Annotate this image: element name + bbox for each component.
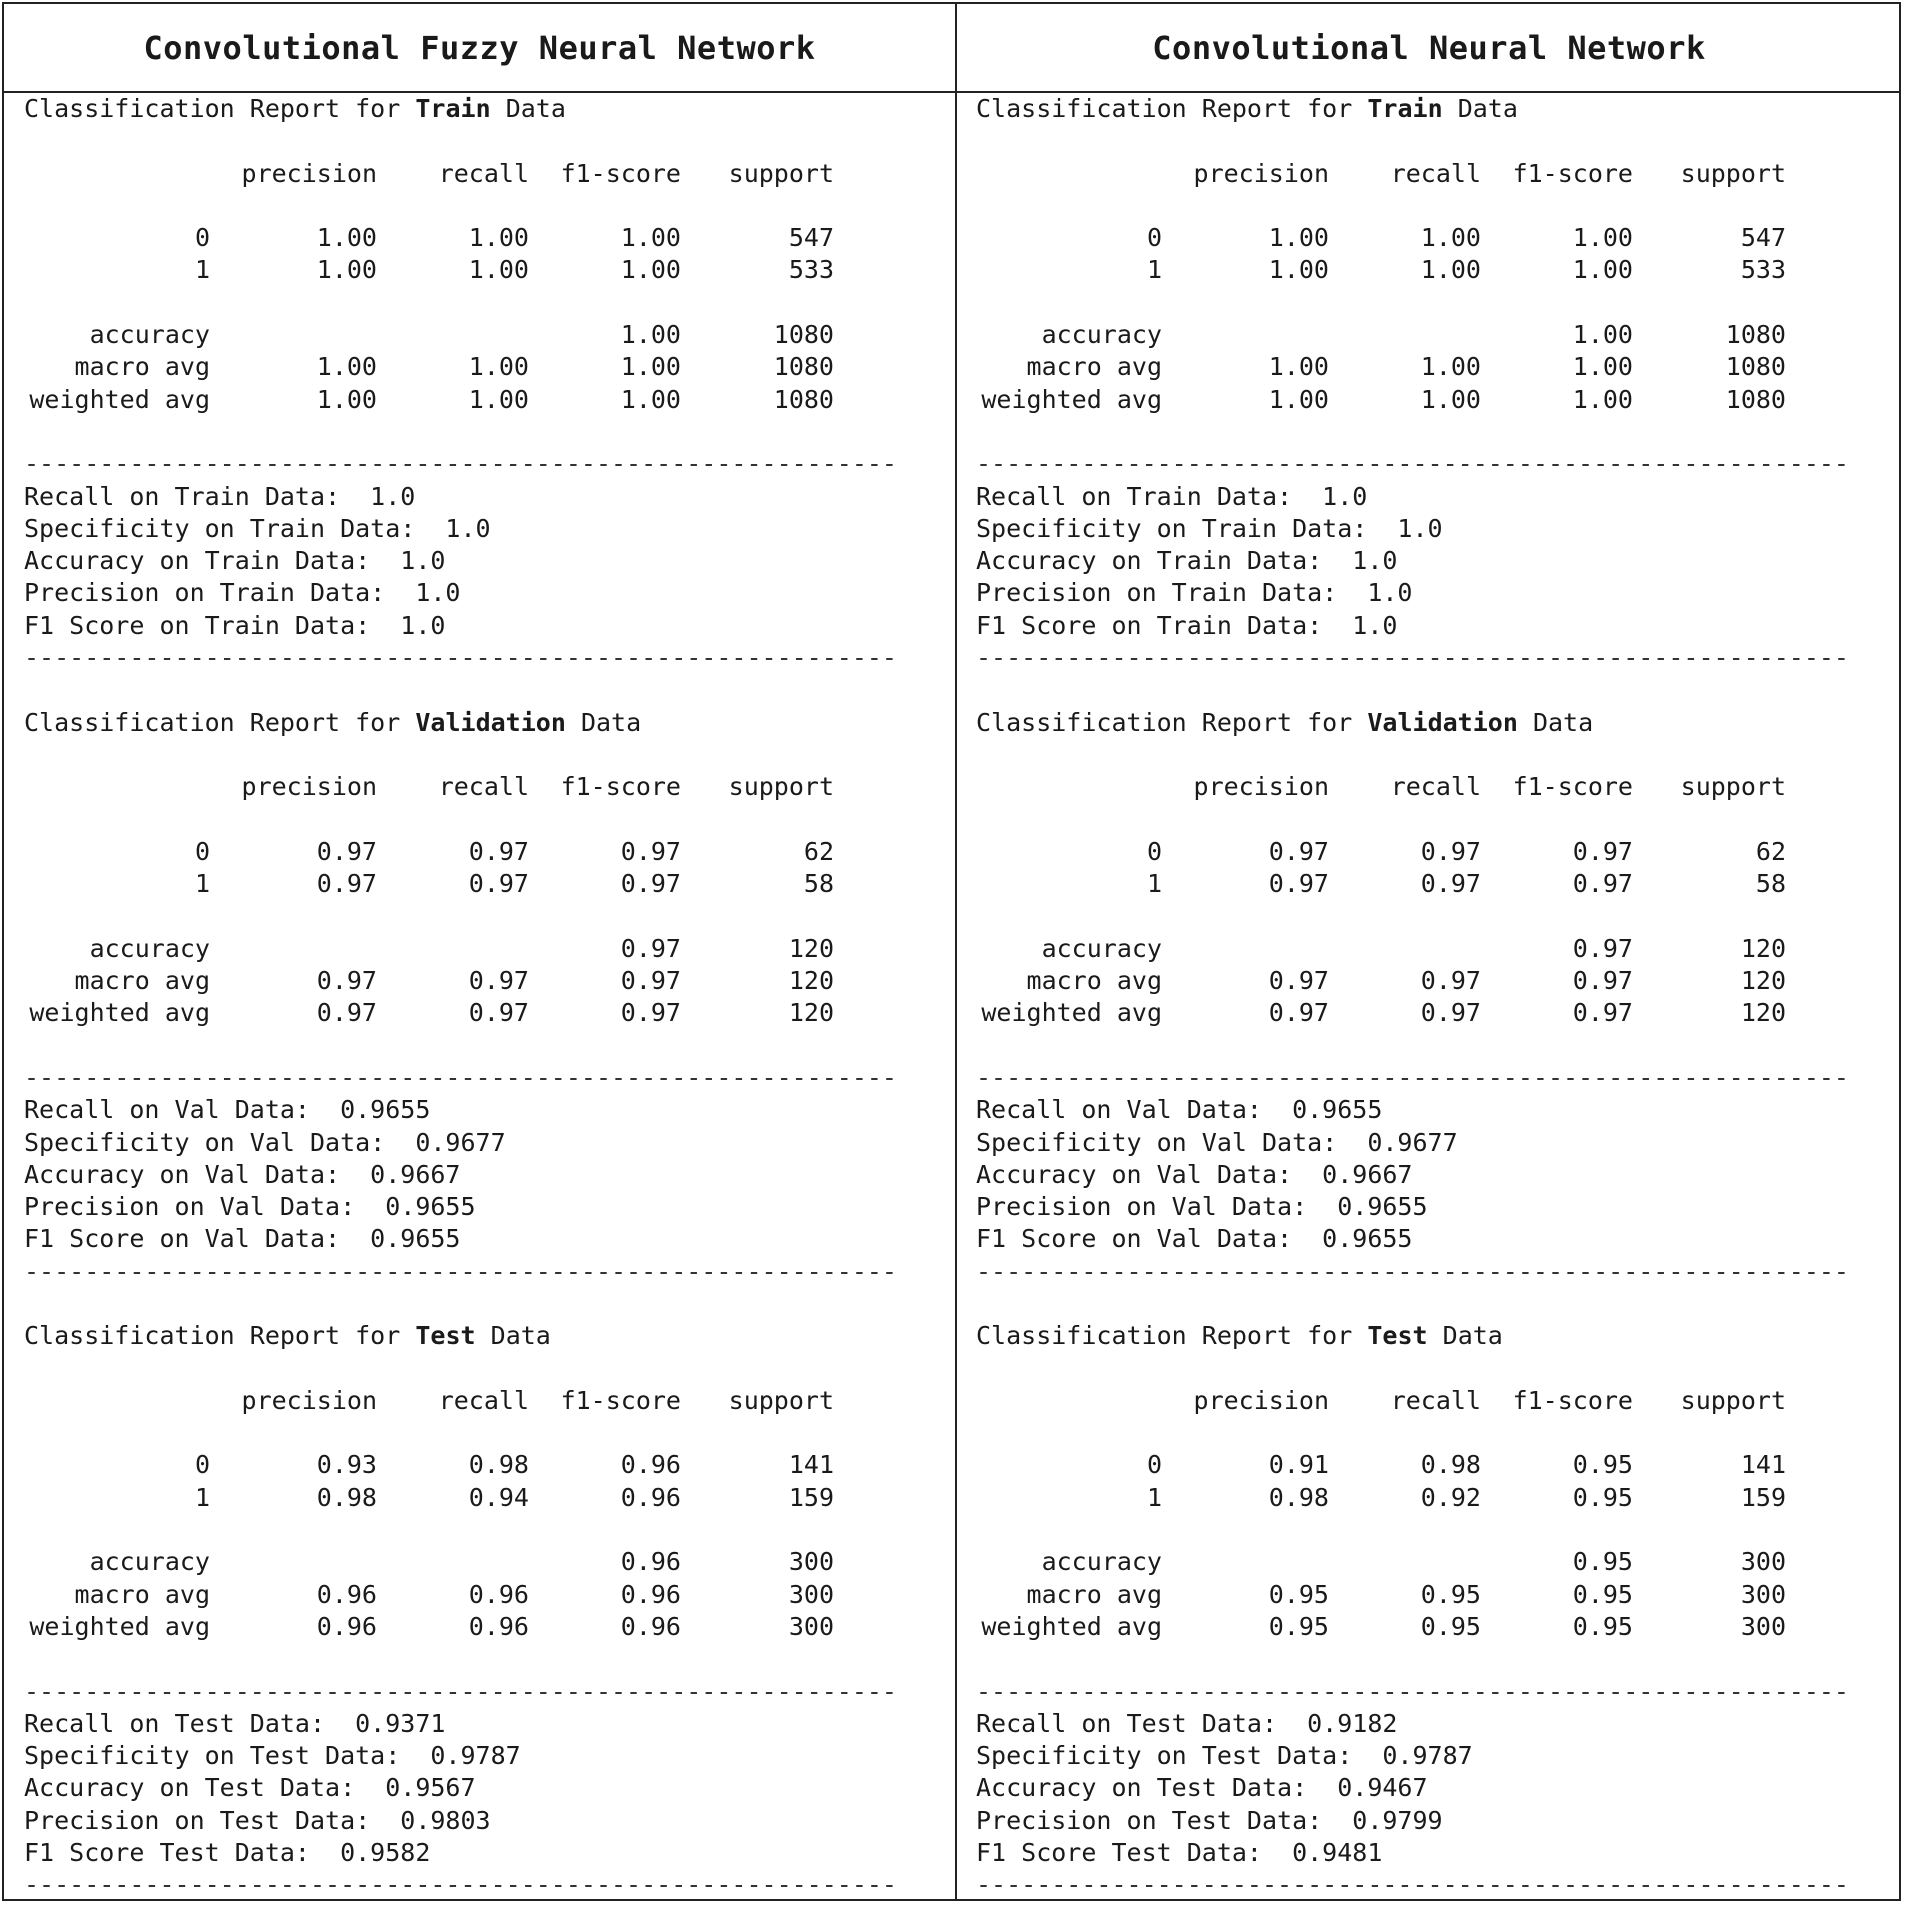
- support-cell: 300: [1740, 1579, 1786, 1609]
- f1-cell: 0.97: [620, 869, 681, 899]
- precision-cell: 1.00: [316, 255, 377, 285]
- f1-cell: 1.00: [620, 384, 681, 414]
- table-row: [24, 836, 964, 868]
- table-row: [976, 351, 1905, 383]
- precision-cell: 1.00: [1268, 352, 1329, 382]
- column-header-2: f1-score: [1512, 1385, 1633, 1415]
- blank-line: [24, 287, 964, 319]
- precision-cell: 1.00: [316, 384, 377, 414]
- report-title-prefix: Classification Report for: [24, 707, 401, 737]
- blank-line: [24, 1353, 964, 1385]
- metric-line: Recall on Test Data: 0.9182: [976, 1708, 1398, 1738]
- table-row: [976, 933, 1905, 965]
- dashed-separator: ----------------------------------------------------------: [24, 1870, 897, 1900]
- blank-line: [976, 287, 1905, 319]
- support-cell: 1080: [773, 384, 834, 414]
- report-dataset-name: Train: [415, 94, 491, 123]
- support-cell: 1080: [1725, 384, 1786, 414]
- f1-cell: 0.97: [1572, 998, 1633, 1028]
- f1-cell: 1.00: [620, 255, 681, 285]
- report-title-prefix: Classification Report for: [24, 94, 401, 123]
- blank-line: [24, 416, 964, 448]
- support-cell: 141: [788, 1450, 834, 1480]
- row-label: macro avg: [1026, 1579, 1162, 1609]
- column-header-3: support: [1680, 158, 1786, 188]
- metric-line: Specificity on Train Data: 1.0: [976, 513, 1443, 543]
- column-header-1: recall: [1390, 1385, 1481, 1415]
- f1-cell: 0.97: [620, 998, 681, 1028]
- table-row: [976, 384, 1905, 416]
- f1-cell: 0.96: [620, 1482, 681, 1512]
- metric-line: Accuracy on Val Data: 0.9667: [24, 1159, 461, 1189]
- metric-line: Recall on Train Data: 1.0: [24, 481, 416, 511]
- table-header-row: [976, 158, 1905, 190]
- metric-line: Precision on Test Data: 0.9803: [24, 1805, 491, 1835]
- dashed-separator: ----------------------------------------------------------: [24, 643, 897, 673]
- f1-cell: 1.00: [620, 320, 681, 350]
- f1-cell: 1.00: [1572, 320, 1633, 350]
- support-cell: 159: [788, 1482, 834, 1512]
- report-title-suffix: Data: [580, 707, 642, 737]
- recall-cell: 1.00: [1420, 352, 1481, 382]
- precision-cell: 0.96: [316, 1611, 377, 1641]
- table-row: [24, 933, 964, 965]
- f1-cell: 1.00: [1572, 384, 1633, 414]
- precision-cell: 0.97: [1268, 966, 1329, 996]
- recall-cell: 0.97: [1420, 869, 1481, 899]
- f1-cell: 1.00: [620, 223, 681, 253]
- cnn-report-panel: [976, 93, 1905, 1902]
- precision-cell: 0.98: [1268, 1482, 1329, 1512]
- metric-line: F1 Score Test Data: 0.9582: [24, 1838, 431, 1868]
- blank-line: [24, 190, 964, 222]
- support-cell: 120: [1740, 933, 1786, 963]
- blank-line: [976, 1643, 1905, 1675]
- f1-cell: 0.95: [1572, 1579, 1633, 1609]
- table-row: [976, 319, 1905, 351]
- column-header-1: recall: [438, 1385, 529, 1415]
- recall-cell: 1.00: [1420, 223, 1481, 253]
- report-title-test: [976, 1320, 1905, 1352]
- report-title-train: [976, 93, 1905, 125]
- table-row: [976, 965, 1905, 997]
- metric-line: Recall on Val Data: 0.9655: [976, 1095, 1383, 1125]
- column-header-0: precision: [241, 158, 377, 188]
- metric-line: F1 Score Test Data: 0.9481: [976, 1838, 1383, 1868]
- metric-line: Precision on Val Data: 0.9655: [24, 1192, 476, 1222]
- dashed-separator: ----------------------------------------------------------: [24, 449, 897, 479]
- recall-cell: 0.97: [1420, 966, 1481, 996]
- report-dataset-name: Test: [1367, 1321, 1428, 1351]
- precision-cell: 0.97: [1268, 836, 1329, 866]
- table-header-row: [24, 771, 964, 803]
- row-label: macro avg: [1026, 352, 1162, 382]
- table-row: [24, 254, 964, 286]
- table-row: [24, 351, 964, 383]
- row-label: 1: [1146, 869, 1162, 899]
- table-row: [976, 254, 1905, 286]
- precision-cell: 1.00: [316, 223, 377, 253]
- blank-line: [976, 1030, 1905, 1062]
- report-dataset-name: Validation: [415, 707, 566, 737]
- support-cell: 533: [1740, 255, 1786, 285]
- report-dataset-name: Train: [1367, 94, 1443, 123]
- recall-cell: 0.97: [468, 836, 529, 866]
- blank-line: [976, 1288, 1905, 1320]
- report-dataset-name: Test: [415, 1321, 476, 1351]
- metric-line: Recall on Val Data: 0.9655: [24, 1095, 431, 1125]
- table-row: [24, 1449, 964, 1481]
- recall-cell: 1.00: [1420, 384, 1481, 414]
- row-label: 0: [194, 1450, 210, 1480]
- row-label: 1: [1146, 1482, 1162, 1512]
- report-title-val: [24, 707, 964, 739]
- row-label: 1: [194, 1482, 210, 1512]
- metric-line: Recall on Train Data: 1.0: [976, 481, 1368, 511]
- blank-line: [976, 1417, 1905, 1449]
- metric-line: Specificity on Train Data: 1.0: [24, 513, 491, 543]
- table-header-row: [976, 771, 1905, 803]
- table-header-row: [24, 158, 964, 190]
- support-cell: 547: [1740, 223, 1786, 253]
- recall-cell: 0.98: [1420, 1450, 1481, 1480]
- column-header-0: precision: [241, 1385, 377, 1415]
- metric-line: Recall on Test Data: 0.9371: [24, 1708, 446, 1738]
- support-cell: 58: [1755, 869, 1786, 899]
- recall-cell: 0.96: [468, 1611, 529, 1641]
- f1-cell: 0.96: [620, 1579, 681, 1609]
- table-row: [24, 1611, 964, 1643]
- row-label: 1: [194, 869, 210, 899]
- dashed-separator: ----------------------------------------------------------: [24, 1256, 897, 1286]
- precision-cell: 0.95: [1268, 1611, 1329, 1641]
- blank-line: [976, 739, 1905, 771]
- row-label: weighted avg: [981, 1611, 1162, 1641]
- report-title-suffix: Data: [1457, 94, 1518, 123]
- report-title-test: [24, 1320, 964, 1352]
- f1-cell: 0.97: [1572, 966, 1633, 996]
- precision-cell: 0.97: [316, 836, 377, 866]
- metric-line: Precision on Val Data: 0.9655: [976, 1192, 1428, 1222]
- f1-cell: 0.95: [1572, 1547, 1633, 1577]
- row-label: 0: [1146, 836, 1162, 866]
- column-header-3: support: [728, 772, 834, 802]
- recall-cell: 0.96: [468, 1579, 529, 1609]
- left-column-header: Convolutional Fuzzy Neural Network: [143, 28, 816, 67]
- row-label: 0: [1146, 1450, 1162, 1480]
- support-cell: 120: [788, 966, 834, 996]
- table-row: [24, 1579, 964, 1611]
- f1-cell: 0.97: [1572, 836, 1633, 866]
- precision-cell: 1.00: [316, 352, 377, 382]
- report-title-suffix: Data: [1442, 1321, 1503, 1351]
- f1-cell: 0.96: [620, 1547, 681, 1577]
- support-cell: 62: [1755, 836, 1786, 866]
- row-label: weighted avg: [981, 384, 1162, 414]
- dashed-separator: ----------------------------------------------------------: [24, 1062, 897, 1092]
- precision-cell: 0.93: [316, 1450, 377, 1480]
- dashed-separator: ----------------------------------------------------------: [976, 1062, 1849, 1092]
- metric-line: F1 Score on Val Data: 0.9655: [24, 1224, 461, 1254]
- table-row: [976, 1611, 1905, 1643]
- f1-cell: 0.97: [620, 836, 681, 866]
- table-row: [976, 1579, 1905, 1611]
- precision-cell: 0.91: [1268, 1450, 1329, 1480]
- blank-line: [24, 1514, 964, 1546]
- precision-cell: 1.00: [1268, 223, 1329, 253]
- recall-cell: 1.00: [468, 223, 529, 253]
- table-row: [976, 1449, 1905, 1481]
- table-row: [976, 868, 1905, 900]
- recall-cell: 0.97: [468, 998, 529, 1028]
- dashed-separator: ----------------------------------------------------------: [24, 1676, 897, 1706]
- row-label: 0: [194, 223, 210, 253]
- metric-line: Precision on Test Data: 0.9799: [976, 1805, 1443, 1835]
- metric-line: Accuracy on Test Data: 0.9467: [976, 1773, 1428, 1803]
- column-header-0: precision: [241, 772, 377, 802]
- column-header-2: f1-score: [560, 158, 681, 188]
- metric-line: Specificity on Val Data: 0.9677: [24, 1127, 506, 1157]
- precision-cell: 0.97: [1268, 998, 1329, 1028]
- report-title-suffix: Data: [505, 94, 566, 123]
- recall-cell: 1.00: [468, 255, 529, 285]
- blank-line: [24, 125, 964, 157]
- metric-line: F1 Score on Train Data: 1.0: [24, 610, 446, 640]
- row-label: accuracy: [89, 1547, 210, 1577]
- f1-cell: 0.97: [620, 966, 681, 996]
- recall-cell: 0.95: [1420, 1579, 1481, 1609]
- column-header-2: f1-score: [560, 1385, 681, 1415]
- report-title-prefix: Classification Report for: [976, 707, 1353, 737]
- f1-cell: 0.96: [620, 1450, 681, 1480]
- f1-cell: 0.97: [1572, 869, 1633, 899]
- precision-cell: 0.97: [316, 966, 377, 996]
- table-row: [24, 319, 964, 351]
- precision-cell: 0.97: [1268, 869, 1329, 899]
- row-label: accuracy: [1041, 1547, 1162, 1577]
- dashed-separator: ----------------------------------------------------------: [976, 643, 1849, 673]
- f1-cell: 0.95: [1572, 1482, 1633, 1512]
- blank-line: [976, 900, 1905, 932]
- column-header-1: recall: [438, 158, 529, 188]
- support-cell: 58: [803, 869, 834, 899]
- f1-cell: 0.97: [1572, 933, 1633, 963]
- blank-line: [976, 416, 1905, 448]
- column-header-3: support: [728, 1385, 834, 1415]
- row-label: accuracy: [1041, 933, 1162, 963]
- metric-line: Specificity on Test Data: 0.9787: [976, 1741, 1473, 1771]
- row-label: accuracy: [89, 933, 210, 963]
- report-title-suffix: Data: [1532, 707, 1594, 737]
- table-row: [24, 965, 964, 997]
- row-label: 0: [1146, 223, 1162, 253]
- report-title-prefix: Classification Report for: [24, 1321, 401, 1351]
- metric-line: Precision on Train Data: 1.0: [24, 578, 461, 608]
- precision-cell: 0.97: [316, 869, 377, 899]
- table-row: [24, 1482, 964, 1514]
- column-header-2: f1-score: [1512, 158, 1633, 188]
- support-cell: 533: [788, 255, 834, 285]
- precision-cell: 0.97: [316, 998, 377, 1028]
- blank-line: [976, 125, 1905, 157]
- metric-line: Precision on Train Data: 1.0: [976, 578, 1413, 608]
- recall-cell: 0.95: [1420, 1611, 1481, 1641]
- column-header-2: f1-score: [1512, 772, 1633, 802]
- table-row: [24, 868, 964, 900]
- right-column-header: Convolutional Neural Network: [1152, 28, 1706, 67]
- column-header-0: precision: [1193, 158, 1329, 188]
- row-label: 0: [194, 836, 210, 866]
- dashed-separator: ----------------------------------------------------------: [976, 1870, 1849, 1900]
- precision-cell: 1.00: [1268, 255, 1329, 285]
- table-header-row: [24, 1385, 964, 1417]
- row-label: 1: [1146, 255, 1162, 285]
- support-cell: 300: [788, 1547, 834, 1577]
- recall-cell: 1.00: [468, 384, 529, 414]
- recall-cell: 1.00: [1420, 255, 1481, 285]
- support-cell: 120: [1740, 966, 1786, 996]
- dashed-separator: ----------------------------------------------------------: [976, 1676, 1849, 1706]
- comparison-frame: [2, 2, 1901, 1901]
- support-cell: 547: [788, 223, 834, 253]
- column-header-2: f1-score: [560, 772, 681, 802]
- row-label: macro avg: [74, 966, 210, 996]
- column-header-1: recall: [438, 772, 529, 802]
- table-row: [976, 1482, 1905, 1514]
- blank-line: [24, 1288, 964, 1320]
- metric-line: Accuracy on Test Data: 0.9567: [24, 1773, 476, 1803]
- blank-line: [976, 1514, 1905, 1546]
- f1-cell: 1.00: [620, 352, 681, 382]
- recall-cell: 0.92: [1420, 1482, 1481, 1512]
- recall-cell: 0.97: [1420, 836, 1481, 866]
- f1-cell: 1.00: [1572, 352, 1633, 382]
- metric-line: Accuracy on Train Data: 1.0: [24, 546, 446, 576]
- dashed-separator: ----------------------------------------------------------: [976, 449, 1849, 479]
- support-cell: 159: [1740, 1482, 1786, 1512]
- blank-line: [24, 900, 964, 932]
- report-title-prefix: Classification Report for: [976, 1321, 1353, 1351]
- row-label: weighted avg: [29, 384, 210, 414]
- blank-line: [24, 1417, 964, 1449]
- column-header-3: support: [728, 158, 834, 188]
- row-label: accuracy: [1041, 320, 1162, 350]
- support-cell: 62: [803, 836, 834, 866]
- support-cell: 300: [1740, 1547, 1786, 1577]
- table-header-row: [976, 1385, 1905, 1417]
- table-row: [24, 222, 964, 254]
- support-cell: 120: [788, 933, 834, 963]
- row-label: macro avg: [74, 1579, 210, 1609]
- support-cell: 300: [788, 1611, 834, 1641]
- support-cell: 1080: [1725, 320, 1786, 350]
- f1-cell: 1.00: [1572, 255, 1633, 285]
- column-header-0: precision: [1193, 772, 1329, 802]
- metric-line: F1 Score on Val Data: 0.9655: [976, 1224, 1413, 1254]
- recall-cell: 0.97: [468, 869, 529, 899]
- metric-line: F1 Score on Train Data: 1.0: [976, 610, 1398, 640]
- support-cell: 141: [1740, 1450, 1786, 1480]
- row-label: weighted avg: [29, 998, 210, 1028]
- blank-line: [976, 674, 1905, 706]
- metric-line: Specificity on Val Data: 0.9677: [976, 1127, 1458, 1157]
- report-title-train: [24, 93, 964, 125]
- precision-cell: 0.96: [316, 1579, 377, 1609]
- row-label: macro avg: [74, 352, 210, 382]
- blank-line: [24, 674, 964, 706]
- precision-cell: 0.95: [1268, 1579, 1329, 1609]
- f1-cell: 0.96: [620, 1611, 681, 1641]
- cfnn-report-panel: [24, 93, 964, 1902]
- column-header-1: recall: [1390, 772, 1481, 802]
- column-header-3: support: [1680, 772, 1786, 802]
- support-cell: 1080: [1725, 352, 1786, 382]
- table-row: [976, 836, 1905, 868]
- recall-cell: 1.00: [468, 352, 529, 382]
- row-label: macro avg: [1026, 966, 1162, 996]
- support-cell: 300: [788, 1579, 834, 1609]
- recall-cell: 0.97: [468, 966, 529, 996]
- blank-line: [24, 1030, 964, 1062]
- metric-line: Accuracy on Train Data: 1.0: [976, 546, 1398, 576]
- blank-line: [976, 804, 1905, 836]
- row-label: accuracy: [89, 320, 210, 350]
- recall-cell: 0.94: [468, 1482, 529, 1512]
- support-cell: 300: [1740, 1611, 1786, 1641]
- table-row: [24, 1546, 964, 1578]
- dashed-separator: ----------------------------------------------------------: [976, 1256, 1849, 1286]
- row-label: weighted avg: [29, 1611, 210, 1641]
- row-label: weighted avg: [981, 998, 1162, 1028]
- recall-cell: 0.97: [1420, 998, 1481, 1028]
- report-title-val: [976, 707, 1905, 739]
- table-row: [24, 384, 964, 416]
- table-row: [976, 997, 1905, 1029]
- precision-cell: 1.00: [1268, 384, 1329, 414]
- support-cell: 120: [788, 998, 834, 1028]
- blank-line: [24, 1643, 964, 1675]
- metric-line: Accuracy on Val Data: 0.9667: [976, 1159, 1413, 1189]
- blank-line: [976, 190, 1905, 222]
- support-cell: 1080: [773, 352, 834, 382]
- report-title-suffix: Data: [490, 1321, 551, 1351]
- blank-line: [24, 804, 964, 836]
- blank-line: [976, 1353, 1905, 1385]
- f1-cell: 0.95: [1572, 1611, 1633, 1641]
- support-cell: 120: [1740, 998, 1786, 1028]
- table-row: [24, 997, 964, 1029]
- precision-cell: 0.98: [316, 1482, 377, 1512]
- metric-line: Specificity on Test Data: 0.9787: [24, 1741, 521, 1771]
- f1-cell: 1.00: [1572, 223, 1633, 253]
- report-title-prefix: Classification Report for: [976, 94, 1353, 123]
- recall-cell: 0.98: [468, 1450, 529, 1480]
- column-header-1: recall: [1390, 158, 1481, 188]
- f1-cell: 0.95: [1572, 1450, 1633, 1480]
- column-header-0: precision: [1193, 1385, 1329, 1415]
- row-label: 1: [194, 255, 210, 285]
- support-cell: 1080: [773, 320, 834, 350]
- blank-line: [24, 739, 964, 771]
- report-dataset-name: Validation: [1367, 707, 1518, 737]
- table-row: [976, 222, 1905, 254]
- table-row: [976, 1546, 1905, 1578]
- column-header-3: support: [1680, 1385, 1786, 1415]
- f1-cell: 0.97: [620, 933, 681, 963]
